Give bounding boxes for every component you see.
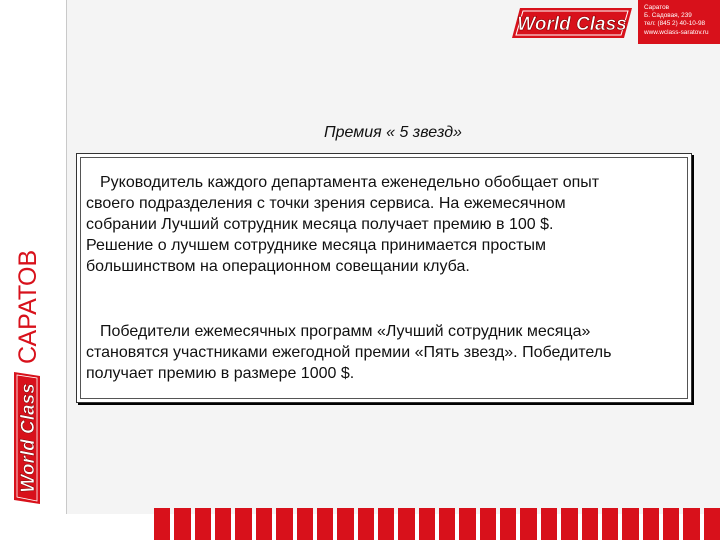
slide-title: Премия « 5 звезд» (324, 124, 462, 141)
decor-bar (439, 508, 455, 540)
decor-bar (276, 508, 292, 540)
paragraph-2 (86, 321, 690, 384)
decor-bar (195, 508, 211, 540)
contact-info (638, 0, 720, 44)
decor-bar (622, 508, 638, 540)
decor-bar (683, 508, 699, 540)
side-city-text: САРАТОВ (14, 249, 42, 364)
paragraph-1-line: своего подразделения с точки зрения сервиса. На ежемесячном (86, 195, 566, 212)
decor-bar (174, 508, 190, 540)
decor-bar (704, 508, 720, 540)
decor-bar (297, 508, 313, 540)
contact-website: www.wclass-saratov.ru (644, 28, 709, 36)
decor-bar (602, 508, 618, 540)
paragraph-1-line: большинством на операционном совещании клуба. (86, 258, 470, 275)
side-logo-text: World Class (18, 383, 39, 493)
logo-text: World Class (517, 14, 627, 35)
paragraph-2-line: получает премию в размере 1000 $. (86, 365, 355, 382)
decor-bar (643, 508, 659, 540)
paragraph-1-line: Руководитель каждого департамента еженедельно обобщает опыт (100, 174, 600, 191)
decor-bar (378, 508, 394, 540)
side-branding (2, 236, 48, 504)
paragraph-2-line: становятся участниками ежегодной премии «Пять звезд». Победитель (86, 344, 612, 361)
decor-bar (419, 508, 435, 540)
decor-bar (480, 508, 496, 540)
paragraph-1-line: Решение о лучшем сотруднике месяца принимается простым (86, 237, 546, 254)
decor-bar (154, 508, 170, 540)
contact-address: Б. Садовая, 239 (644, 12, 692, 20)
decor-bar (256, 508, 272, 540)
decor-bar (500, 508, 516, 540)
decor-bar (459, 508, 475, 540)
contact-city: Саратов (644, 4, 670, 11)
decor-bar (317, 508, 333, 540)
decor-bar (561, 508, 577, 540)
decor-bar (663, 508, 679, 540)
panel-divider (66, 0, 67, 514)
decor-bar (541, 508, 557, 540)
paragraph-1 (86, 172, 690, 277)
decor-bar (235, 508, 251, 540)
paragraph-1-line: собрании Лучший сотрудник месяца получает премию в 100 $. (86, 216, 554, 233)
decor-bar (215, 508, 231, 540)
bottom-decorative-bars (154, 508, 720, 540)
paragraph-2-line: Победители ежемесячных программ «Лучший сотрудник месяца» (100, 323, 591, 340)
decor-bar (398, 508, 414, 540)
decor-bar (582, 508, 598, 540)
decor-bar (358, 508, 374, 540)
contact-phone: тел: (845 2) 40-10-98 (644, 20, 706, 28)
decor-bar (337, 508, 353, 540)
decor-bar (520, 508, 536, 540)
world-class-logo (512, 6, 632, 40)
